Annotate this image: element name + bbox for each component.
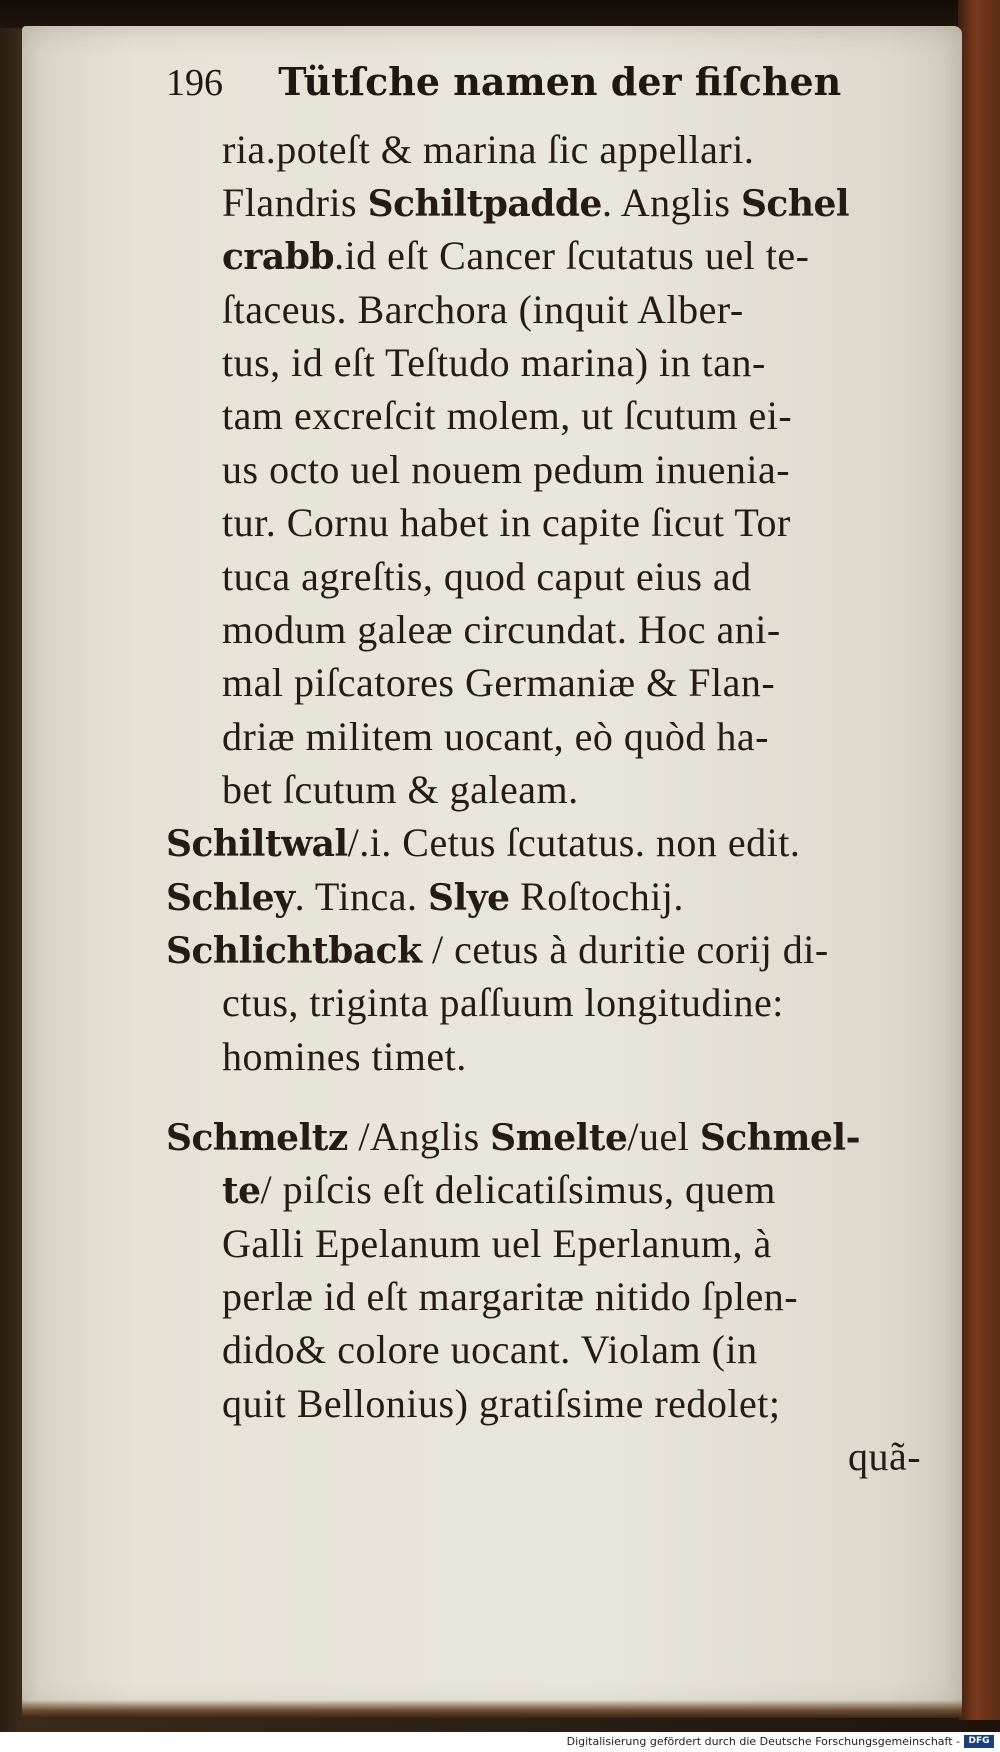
line-text: dido& colore uocant. Violam (in bbox=[222, 1327, 758, 1372]
line-text: homines timet. bbox=[222, 1034, 467, 1079]
blackletter-term: Schmeltz bbox=[166, 1117, 348, 1159]
text-line bbox=[222, 180, 850, 225]
catchword bbox=[848, 1434, 922, 1479]
blackletter-term: Schiltwal bbox=[166, 823, 348, 865]
line-text: Flandris bbox=[222, 180, 368, 225]
line-text: Galli Epelanum uel Eperlanum, à bbox=[222, 1221, 772, 1266]
line-text: .id eſt Cancer ſcutatus uel te- bbox=[334, 233, 810, 278]
text-line bbox=[222, 1274, 799, 1319]
line-text: quã- bbox=[848, 1434, 922, 1479]
line-text: ctus, triginta paſſuum longitudine: bbox=[222, 980, 784, 1025]
text-line bbox=[222, 1381, 781, 1426]
line-text: /.i. Cetus ſcutatus. non edit. bbox=[347, 820, 801, 865]
dfg-logo: DFG bbox=[964, 1735, 994, 1748]
text-line bbox=[222, 340, 766, 385]
line-text: quit Bellonius) gratiſsime redolet; bbox=[222, 1381, 781, 1426]
line-text: tur. Cornu habet in capite ſicut Tor bbox=[222, 500, 791, 545]
blackletter-term: Schlichtback bbox=[166, 930, 422, 972]
line-text: tuca agreſtis, quod caput eius ad bbox=[222, 554, 752, 599]
text-line bbox=[222, 980, 784, 1025]
line-text: us octo uel nouem pedum inuenia- bbox=[222, 447, 791, 492]
text-line bbox=[222, 660, 776, 705]
text-line bbox=[222, 1221, 772, 1266]
line-text: / piſcis eſt delicatiſsimus, quem bbox=[260, 1167, 776, 1212]
line-text: driæ militem uocant, eò quòd ha- bbox=[222, 714, 769, 759]
line-text: . Anglis bbox=[601, 180, 741, 225]
text-line bbox=[222, 714, 769, 759]
text-line bbox=[222, 447, 791, 492]
text-line bbox=[222, 500, 791, 545]
line-text: modum galeæ circundat. Hoc ani- bbox=[222, 607, 781, 652]
line-text: mal piſcatores Germaniæ & Flan- bbox=[222, 660, 776, 705]
entry-line bbox=[166, 927, 829, 972]
text-line bbox=[222, 554, 752, 599]
text-line bbox=[222, 1034, 467, 1079]
blackletter-term: Schley bbox=[166, 877, 295, 919]
page-number: 196 bbox=[166, 62, 223, 104]
line-text: ſtaceus. Barchora (inquit Alber- bbox=[222, 287, 744, 332]
digitization-credit: Digitalisierung gefördert durch die Deutsche Forschungsgemeinschaft - bbox=[566, 1735, 960, 1748]
entry-line bbox=[166, 874, 684, 919]
text-line bbox=[222, 393, 793, 438]
line-text: /Anglis bbox=[347, 1114, 491, 1159]
blackletter-term: crabb bbox=[222, 236, 335, 278]
line-text: tam excreſcit molem, ut ſcutum ei- bbox=[222, 393, 793, 438]
text-line bbox=[222, 1167, 776, 1212]
line-text: Roſtochij. bbox=[509, 874, 684, 919]
running-header bbox=[166, 59, 842, 104]
line-text: / cetus à duritie corij di- bbox=[421, 927, 829, 972]
text-line bbox=[222, 767, 579, 812]
line-text: . Tinca. bbox=[294, 874, 429, 919]
blackletter-term: Slye bbox=[428, 877, 510, 919]
line-text: ria.poteſt & marina ſic appellari. bbox=[222, 127, 755, 172]
blackletter-term: te bbox=[222, 1170, 261, 1212]
entry-line bbox=[166, 1114, 861, 1159]
text-line bbox=[222, 127, 755, 172]
blackletter-term: Schmel- bbox=[699, 1117, 861, 1159]
line-text: bet ſcutum & galeam. bbox=[222, 767, 579, 812]
text-line bbox=[222, 287, 744, 332]
blackletter-term: Schel bbox=[740, 183, 850, 225]
text-line bbox=[222, 233, 810, 278]
entry-line bbox=[166, 820, 801, 865]
blackletter-term: Smelte bbox=[490, 1117, 628, 1159]
text-line bbox=[222, 1327, 758, 1372]
line-text: tus, id eſt Teſtudo marina) in tan- bbox=[222, 340, 766, 385]
blackletter-term: Schiltpadde bbox=[367, 183, 602, 225]
running-title: Tütſche namen der fiſchen bbox=[278, 59, 842, 104]
text-line bbox=[222, 607, 781, 652]
line-text: perlæ id eſt margaritæ nitido ſplen- bbox=[222, 1274, 799, 1319]
line-text: /uel bbox=[627, 1114, 700, 1159]
